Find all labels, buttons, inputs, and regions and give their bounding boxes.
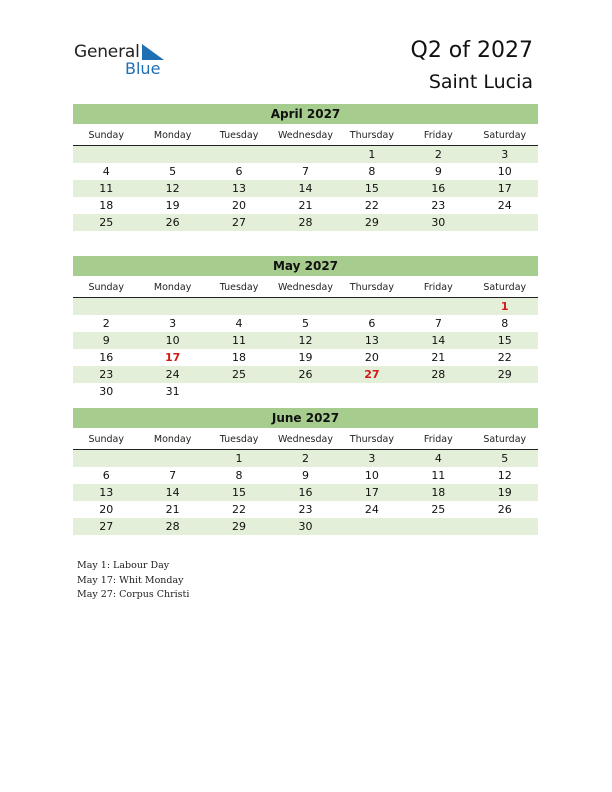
day-cell: 11 (99, 182, 114, 195)
empty-day-cell (405, 298, 471, 315)
weekday-label: Tuesday (219, 282, 259, 293)
day-cell: 26 (165, 216, 180, 229)
day-cell: 22 (364, 199, 379, 212)
empty-day-cell (73, 146, 139, 163)
week-row (73, 180, 538, 197)
holiday-note: May 1: Labour Day (77, 560, 170, 571)
week-row (73, 518, 538, 535)
month-may (73, 256, 538, 400)
day-cell: 6 (368, 317, 376, 330)
empty-day-cell (405, 383, 471, 400)
day-cell: 20 (364, 351, 379, 364)
day-cell: 7 (301, 165, 309, 178)
month-title: April 2027 (73, 104, 538, 124)
weekday-label: Thursday (349, 434, 394, 445)
day-cell: 3 (368, 452, 376, 465)
weekday-label: Tuesday (219, 434, 259, 445)
weekday-label: Monday (153, 434, 192, 445)
week-row (73, 366, 538, 383)
empty-day-cell (472, 518, 538, 535)
weekday-label: Tuesday (219, 130, 259, 141)
empty-day-cell (139, 146, 205, 163)
empty-day-cell (73, 298, 139, 315)
day-cell: 3 (169, 317, 177, 330)
day-cell: 15 (232, 486, 247, 499)
day-cell: 14 (431, 334, 446, 347)
day-cell: 25 (232, 368, 247, 381)
logo-flag-icon (142, 44, 164, 60)
week-row (73, 501, 538, 518)
weekday-label: Wednesday (277, 434, 333, 445)
empty-day-cell (339, 518, 405, 535)
day-cell: 19 (298, 351, 313, 364)
week-row (73, 214, 538, 231)
day-cell: 15 (364, 182, 379, 195)
country-name: Saint Lucia (428, 71, 533, 93)
day-cell: 11 (232, 334, 247, 347)
day-cell: 1 (235, 452, 243, 465)
page-title: Q2 of 2027 (410, 38, 533, 63)
day-cell: 13 (232, 182, 247, 195)
holiday-note: May 27: Corpus Christi (77, 589, 190, 600)
day-cell: 7 (169, 469, 177, 482)
day-cell: 29 (232, 520, 247, 533)
week-row (73, 298, 538, 315)
weekday-label: Monday (153, 130, 192, 141)
day-cell: 12 (497, 469, 512, 482)
weekday-label: Monday (153, 282, 192, 293)
day-cell: 12 (298, 334, 313, 347)
weekday-label: Saturday (483, 282, 527, 293)
month-april (73, 104, 538, 231)
weekday-header-row (73, 431, 538, 450)
day-cell: 9 (434, 165, 442, 178)
day-cell: 23 (99, 368, 114, 381)
empty-day-cell (339, 383, 405, 400)
day-cell: 17 (497, 182, 512, 195)
day-cell: 16 (431, 182, 446, 195)
day-cell: 11 (431, 469, 446, 482)
day-cell: 2 (301, 452, 309, 465)
day-cell: 20 (232, 199, 247, 212)
empty-day-cell (73, 450, 139, 467)
day-cell: 10 (165, 334, 180, 347)
weekday-header-row (73, 127, 538, 146)
day-cell: 12 (165, 182, 180, 195)
holiday-note: May 17: Whit Monday (77, 574, 184, 586)
day-cell: 24 (165, 368, 180, 381)
day-cell: 10 (497, 165, 512, 178)
day-cell: 4 (434, 452, 442, 465)
day-cell: 28 (298, 216, 313, 229)
month-june (73, 408, 538, 535)
day-cell: 15 (497, 334, 512, 347)
weekday-label: Thursday (349, 130, 394, 141)
logo (74, 42, 174, 78)
empty-day-cell (339, 298, 405, 315)
empty-day-cell (206, 298, 272, 315)
weekday-label: Wednesday (277, 282, 333, 293)
empty-day-cell (405, 518, 471, 535)
day-cell: 24 (364, 503, 379, 516)
weekday-label: Friday (423, 130, 453, 141)
day-cell: 23 (298, 503, 313, 516)
day-cell: 13 (364, 334, 379, 347)
week-row (73, 163, 538, 180)
month-title: May 2027 (73, 256, 538, 276)
weekday-label: Sunday (88, 434, 124, 445)
week-row (73, 383, 538, 400)
day-cell: 14 (165, 486, 180, 499)
day-cell: 14 (298, 182, 313, 195)
day-cell: 31 (165, 385, 180, 398)
day-cell: 9 (301, 469, 309, 482)
day-cell: 6 (235, 165, 243, 178)
week-row (73, 146, 538, 163)
day-cell: 28 (431, 368, 446, 381)
empty-day-cell (206, 383, 272, 400)
empty-day-cell (272, 298, 338, 315)
day-cell: 4 (102, 165, 110, 178)
day-cell: 22 (497, 351, 512, 364)
day-cell: 29 (364, 216, 379, 229)
day-cell: 1 (500, 300, 509, 313)
weekday-label: Thursday (349, 282, 394, 293)
day-cell: 18 (431, 486, 446, 499)
day-cell: 26 (298, 368, 313, 381)
day-cell: 24 (497, 199, 512, 212)
day-cell: 25 (99, 216, 114, 229)
empty-day-cell (206, 146, 272, 163)
day-cell: 30 (298, 520, 313, 533)
weekday-label: Wednesday (277, 130, 333, 141)
day-cell: 27 (99, 520, 114, 533)
weekday-label: Sunday (88, 282, 124, 293)
day-cell: 5 (301, 317, 309, 330)
day-cell: 22 (232, 503, 247, 516)
day-cell: 27 (364, 368, 380, 381)
week-row (73, 197, 538, 214)
day-cell: 10 (364, 469, 379, 482)
day-cell: 9 (102, 334, 110, 347)
day-cell: 13 (99, 486, 114, 499)
day-cell: 21 (165, 503, 180, 516)
weekday-label: Saturday (483, 434, 527, 445)
empty-day-cell (472, 383, 538, 400)
week-row (73, 450, 538, 467)
day-cell: 17 (164, 351, 181, 364)
weekday-label: Friday (423, 282, 453, 293)
day-cell: 19 (497, 486, 512, 499)
day-cell: 28 (165, 520, 180, 533)
week-row (73, 349, 538, 366)
day-cell: 7 (434, 317, 442, 330)
day-cell: 5 (501, 452, 509, 465)
day-cell: 27 (232, 216, 247, 229)
week-row (73, 332, 538, 349)
empty-day-cell (139, 450, 205, 467)
day-cell: 6 (102, 469, 110, 482)
day-cell: 21 (431, 351, 446, 364)
week-row (73, 467, 538, 484)
logo-word-blue: Blue (125, 59, 161, 78)
day-cell: 20 (99, 503, 114, 516)
day-cell: 29 (497, 368, 512, 381)
weekday-label: Sunday (88, 130, 124, 141)
day-cell: 17 (364, 486, 379, 499)
logo-word-general: General (74, 42, 140, 62)
day-cell: 23 (431, 199, 446, 212)
holiday-notes (77, 559, 189, 603)
day-cell: 4 (235, 317, 243, 330)
day-cell: 2 (102, 317, 110, 330)
day-cell: 2 (434, 148, 442, 161)
day-cell: 3 (501, 148, 509, 161)
weekday-label: Friday (423, 434, 453, 445)
day-cell: 21 (298, 199, 313, 212)
weekday-label: Saturday (483, 130, 527, 141)
day-cell: 30 (99, 385, 114, 398)
day-cell: 30 (431, 216, 446, 229)
week-row (73, 484, 538, 501)
month-title: June 2027 (73, 408, 538, 428)
day-cell: 25 (431, 503, 446, 516)
day-cell: 16 (99, 351, 114, 364)
week-row (73, 315, 538, 332)
empty-day-cell (472, 214, 538, 231)
day-cell: 8 (235, 469, 243, 482)
day-cell: 26 (497, 503, 512, 516)
day-cell: 19 (165, 199, 180, 212)
weekday-header-row (73, 279, 538, 298)
day-cell: 8 (368, 165, 376, 178)
empty-day-cell (272, 146, 338, 163)
empty-day-cell (139, 298, 205, 315)
day-cell: 5 (169, 165, 177, 178)
day-cell: 18 (99, 199, 114, 212)
day-cell: 8 (501, 317, 509, 330)
day-cell: 1 (368, 148, 376, 161)
empty-day-cell (272, 383, 338, 400)
day-cell: 18 (232, 351, 247, 364)
day-cell: 16 (298, 486, 313, 499)
